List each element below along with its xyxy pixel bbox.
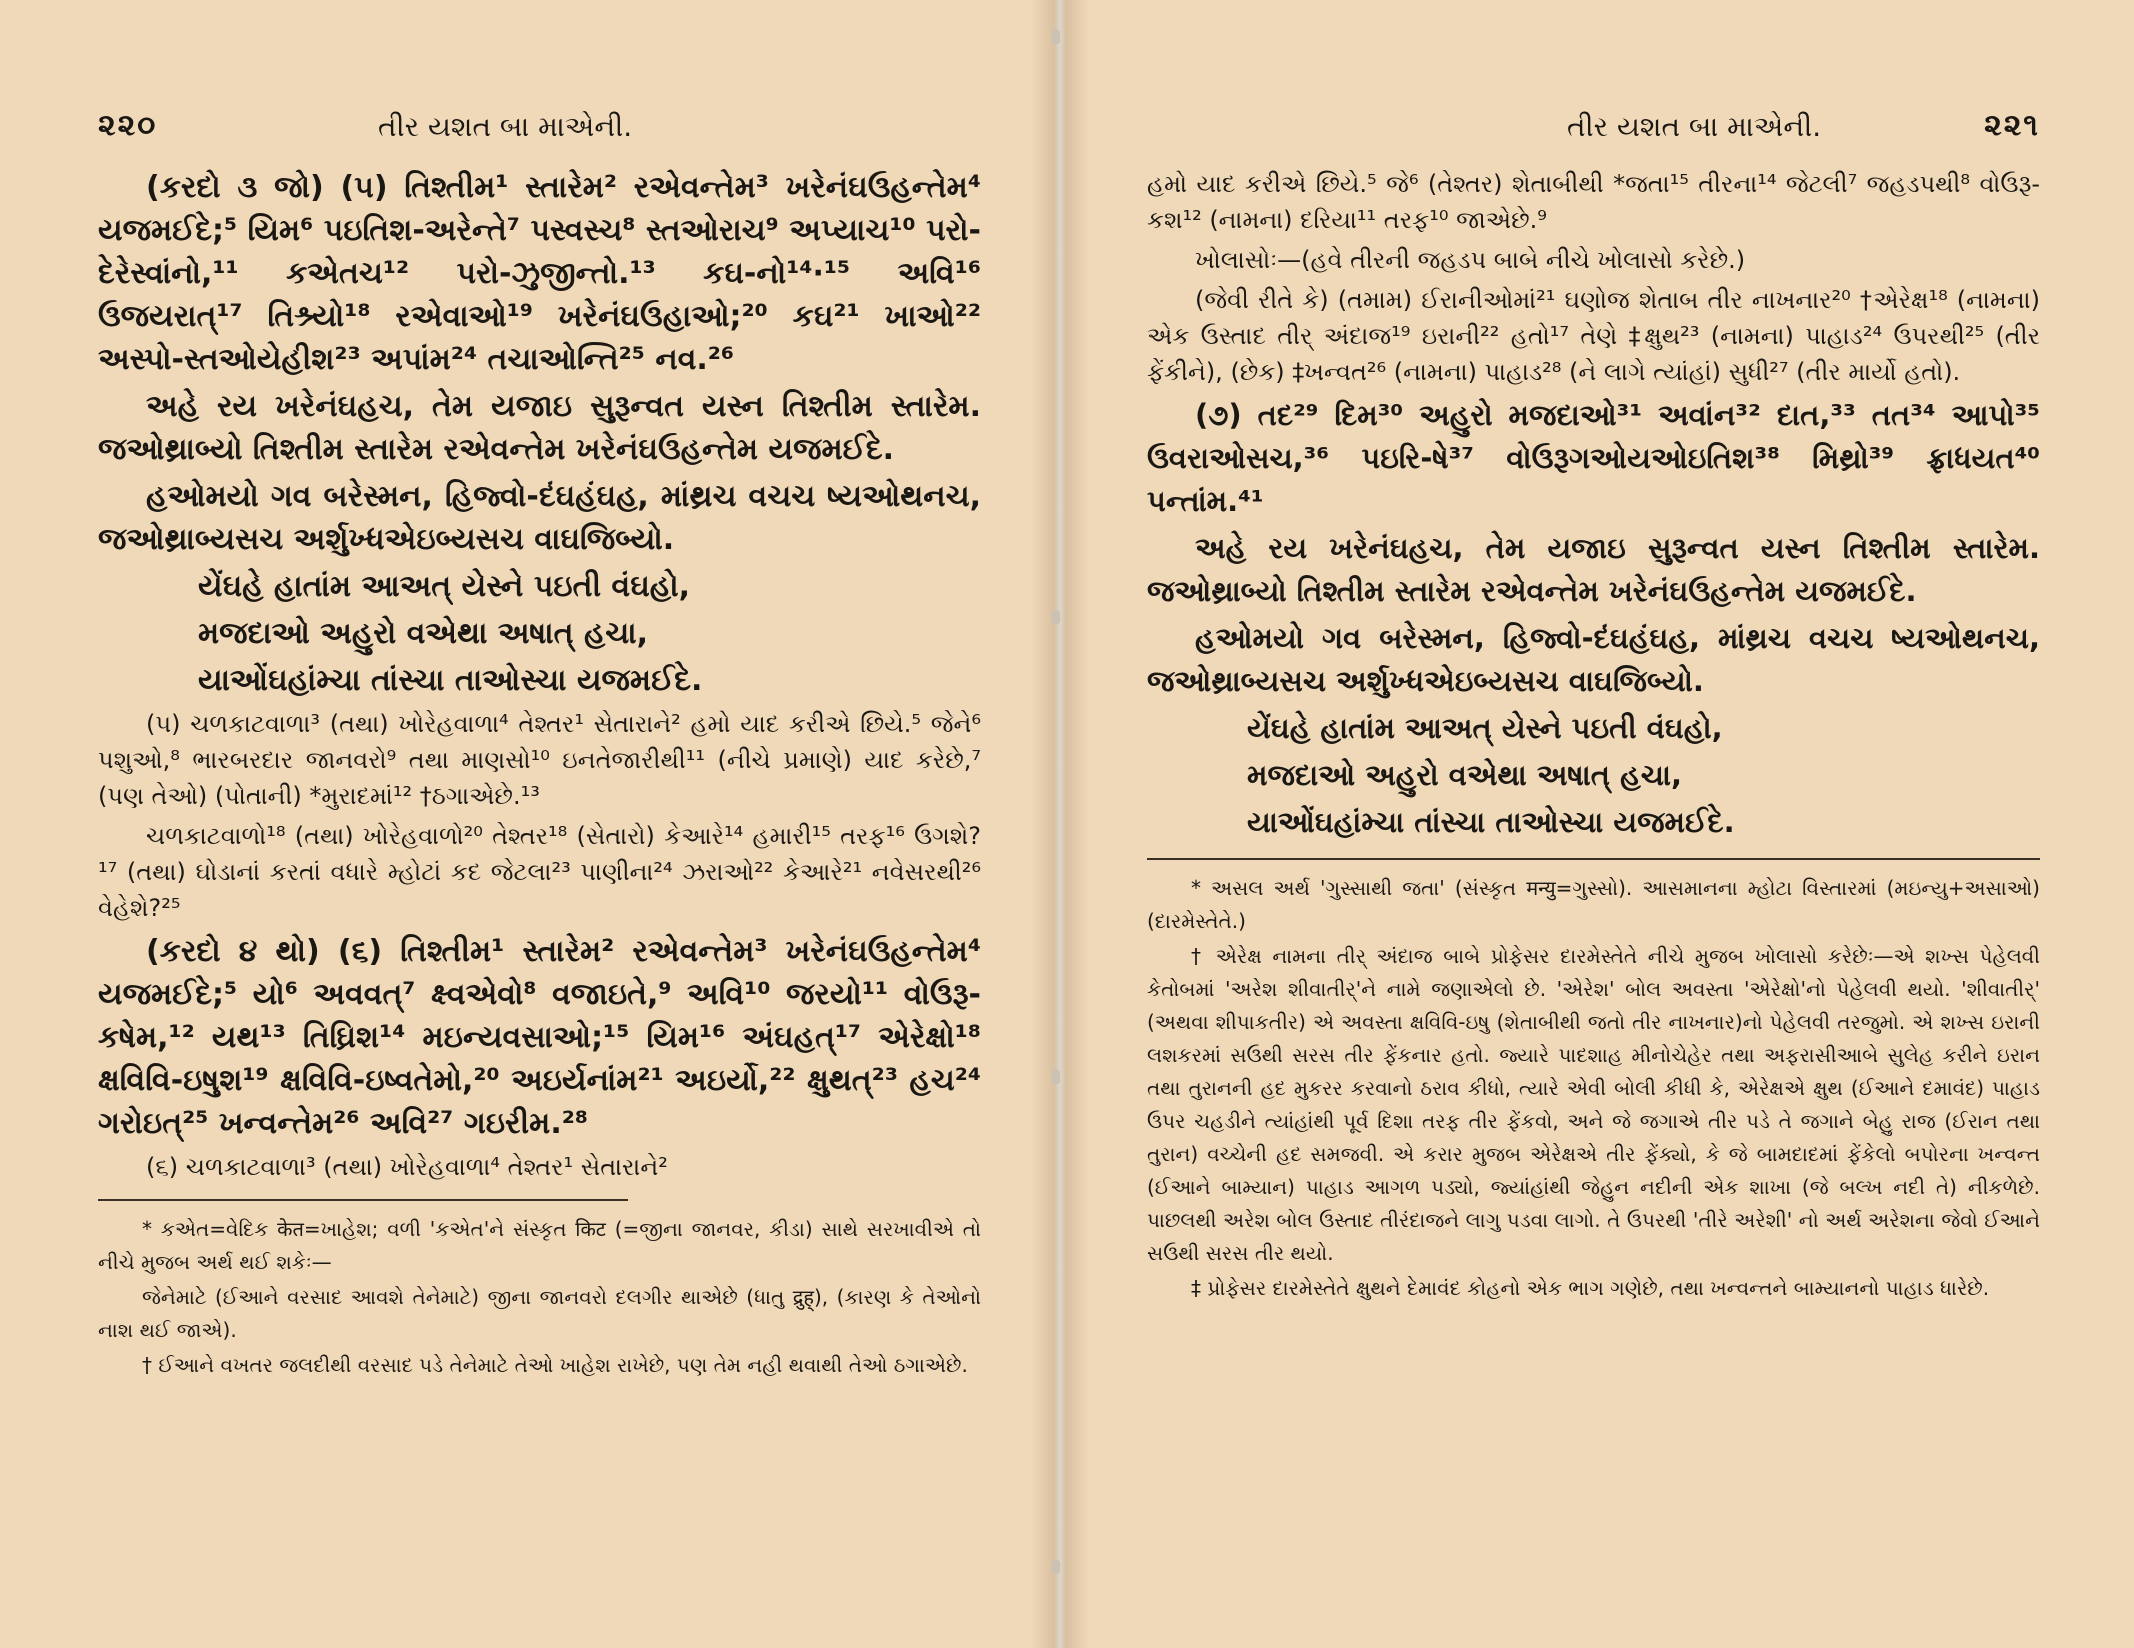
footnote: જેનેમાટે (ઈઆને વરસાદ આવશે તેનેમાટે) જીના જાનવરો દલગીર થાએછે (ધાતુ द्रुह्), (કારણ કે તેઓનો નાશ થઈ જાએ). <box>98 1285 981 1342</box>
left-page-number: ૨૨૦ <box>98 108 158 143</box>
paragraph: (૬) ચળકાટવાળા³ (તથા) ખોરેહવાળા⁴ તેશ્તર¹ સેતારાને² <box>146 1153 668 1181</box>
footnote: * કએત=વેદિક केत=ખાહેશ; વળી 'કએત'ને સંસ્કૃત किट (=જીના જાનવર, કીડા) સાથે સરખાવીએ તો નીચે મુજબ અર્થ થઈ શકેઃ— <box>98 1217 981 1274</box>
binding-hole <box>1052 30 1060 44</box>
paragraph: યેંઘહે હાતાંમ આઅત્ યેસ્ને પઇતી વંઘહો, <box>1247 711 1723 745</box>
paragraph: હઓમયો ગવ બરેસ્મન, હિજ્વો-દંઘહંઘહ, માંથ્રચ વચચ ષ્યઓથનચ, જઓથ્રાબ્યસચ અર્શુખ્ધએઇબ્યસચ વાઘજિબ્યો. <box>1147 621 2040 698</box>
paragraph: ચળકાટવાળો¹⁸ (તથા) ખોરેહવાળો²⁰ તેશ્તર¹⁸ (સેતારો) કેઆરે¹⁴ હમારી¹⁵ તરફ¹⁶ ઉગશે?¹⁷ (તથા) ઘોડાનાં કરતાં વધારે મ્હોટાં કદ જેટલા²³ પાણીના²⁴ ઝરાઓ²² કેઆરે²¹ નવેસરથી²⁶ વેહેશે?²⁵ <box>98 822 981 922</box>
book-gutter <box>1030 0 1090 1648</box>
paragraph: યેંઘહે હાતાંમ આઅત્ યેસ્ને પઇતી વંઘહો, <box>198 569 691 604</box>
right-footnotes <box>1147 872 2040 1305</box>
paragraph: મજદાઓ અહુરો વએથા અષાત્ હચા, <box>198 616 649 651</box>
right-footnote-rule <box>1147 858 2040 860</box>
right-running-head <box>1147 108 2040 148</box>
left-running-title: તીર યશત બા માએની. <box>378 110 633 143</box>
footnote: * અસલ અર્થ 'ગુસ્સાથી જતા' (સંસ્કૃત मन्यु=ગુસ્સો). આસમાનના મ્હોટા વિસ્તારમાં (મઇન્યુ+અસાઓ) (દારમેસ્તેતે.) <box>1147 876 2040 933</box>
paragraph: અહે રય ખરેનંઘહચ, તેમ યજાઇ સુરૂન્વત યસ્ન તિશ્તીમ સ્તારેમ. જઓથ્રાબ્યો તિશ્તીમ સ્તારેમ રએવન્તેમ ખરેનંઘઉહન્તેમ યજમઈદે. <box>1147 531 2040 608</box>
footnote: † ઈઆને વખતર જલદીથી વરસાદ પડે તેનેમાટે તેઓ ખાહેશ રાખેછે, પણ તેમ નહી થવાથી તેઓ ઠગાએછે. <box>142 1353 968 1377</box>
paragraph: ખોલાસોઃ—(હવે તીરની જહડપ બાબે નીચે ખોલાસો કરેછે.) <box>1195 246 1746 274</box>
right-running-title: તીર યશત બા માએની. <box>1567 110 1822 143</box>
left-running-head <box>98 108 981 148</box>
paragraph: (કરદો ૩ જો) (૫) તિશ્તીમ¹ સ્તારેમ² રએવન્તેમ³ ખરેનંઘઉહન્તેમ⁴ યજમઈદે;⁵ યિમ⁶ પઇતિશ-અરેન્તે⁷ પસ્વસ્ચ⁸ સ્તઓરાચ⁹ અપ્યાચ¹⁰ પરો-દેરેસ્વાંનો,¹¹ કએતચ¹² પરો-ઝુજીન્તો.¹³ કઘ-નો¹⁴·¹⁵ અવિ¹⁶ ઉજયરાત્¹⁷ તિશ્ર્યો¹⁸ રએવાઓ¹⁹ ખરેનંઘઉહાઓ;²⁰ કઘ²¹ ખાઓ²² અસ્પો-સ્તઓયેહીશ²³ અપાંમ²⁴ તચાઓન્તિ²⁵ નવ.²⁶ <box>98 170 981 377</box>
paragraph: મજદાઓ અહુરો વએથા અષાત્ હચા, <box>1247 758 1683 792</box>
left-main-text <box>98 166 981 1185</box>
left-page <box>0 0 1055 1648</box>
paragraph: (જેવી રીતે કે) (તમામ) ઈરાનીઓમાં²¹ ઘણોજ શેતાબ તીર નાખનાર²⁰ †એરેક્ષ¹⁸ (નામના) એક ઉસ્તાદ તીર્ અંદાજ¹⁹ ઇરાની²² હતો¹⁷ તેણે ‡ક્ષુથ²³ (નામના) પાહાડ²⁴ ઉપરથી²⁵ (તીર ફેંકીને), (છેક) ‡ખન્વત²⁶ (નામના) પાહાડ²⁸ (ને લાગે ત્યાંહાં) સુધી²⁷ (તીર માર્યો હતો). <box>1147 286 2040 386</box>
paragraph: હઓમયો ગવ બરેસ્મન, હિજ્વો-દંઘહંઘહ, માંથ્રચ વચચ ષ્યઓથનચ, જઓથ્રાબ્યસચ અર્શુખ્ધએઇબ્યસચ વાઘજિબ્યો. <box>98 479 981 557</box>
left-footnotes <box>98 1213 981 1382</box>
paragraph: (કરદો ૪ થો) (૬) તિશ્તીમ¹ સ્તારેમ² રએવન્તેમ³ ખરેનંઘઉહન્તેમ⁴ યજમઈદે;⁵ યો⁶ અવવત્⁷ ક્ષ્વએવો⁸ વજાઇતે,⁹ અવિ¹⁰ જરયો¹¹ વોઉરૂ-કષેમ,¹² યથ¹³ તિઘ્રિશ¹⁴ મઇન્યવસાઓ;¹⁵ યિમ¹⁶ અંઘહત્¹⁷ એરેક્ષો¹⁸ ક્ષવિવિ-ઇષુશ¹⁹ ક્ષવિવિ-ઇષ્વતેમો,²⁰ અઇર્યનાંમ²¹ અઇર્યો,²² ક્ષુથત્²³ હચ²⁴ ગરોઇત્²⁵ ખન્વન્તેમ²⁶ અવિ²⁷ ગઇરીમ.²⁸ <box>98 934 981 1141</box>
left-footnote-rule <box>98 1199 628 1201</box>
footnote: † એરેક્ષ નામના તીર્ અંદાજ બાબે પ્રોફેસર દારમેસ્તેતે નીચે મુજબ ખોલાસો કરેછેઃ—એ શખ્સ પેહેલવી કેતોબમાં 'અરેશ શીવાતીર્'ને નામે જણાએલો છે. 'એરેશ' બોલ અવસ્તા 'એરેક્ષો'નો પેહેલવી થયો. 'શીવાતીર્' (અથવા શીપાકતીર) એ અવસ્તા ક્ષવિવિ-ઇષુ (શેતાબીથી જતો તીર નાખનાર)નો પેહેલવી તરજુમો. એ શખ્સ ઇરાની લશકરમાં સઉથી સરસ તીર ફેંકનાર હતો. જ્યારે પાદશાહ મીનોચેહેર તથા અફરાસીઆબે સુલેહ કરીને ઇરાન તથા તુરાનની હદ મુકરર કરવાનો ઠરાવ કીધો, ત્યારે એવી બોલી કીધી કે, એરેક્ષએ ક્ષુથ (ઈઆને દમાવંદ) પાહાડ ઉપર ચહડીને ત્યાંહાંથી પૂર્વ દિશા તરફ તીર ફેંકવો, અને જે જગાએ તીર પડે તે જગાને બેહુ રાજ (ઈરાન તથા તુરાન) વચ્ચેની હદ સમજવી. એ કરાર મુજબ એરેક્ષએ તીર ફેંક્યો, કે જે બામદાદમાં ફેંકેલો બપોરના ખન્વન્ત (ઈઆને બામ્યાન) પાહાડ આગળ પડ્યો, જ્યાંહાંથી જેહુન નદીની એક શાખા (જે બલ્ખ નદી તે) નીકળેછે. પાછલથી અરેશ બોલ ઉસ્તાદ તીરંદાજને લાગુ પડવા લાગો. તે ઉપરથી 'તીરે અરેશી' નો અર્થ અરેશના જેવો ઈઆને સઉથી સરસ તીર થયો. <box>1147 944 2040 1265</box>
binding-hole <box>1052 1070 1060 1084</box>
paragraph: યાઓંઘહાંમ્ચા તાંસ્ચા તાઓસ્ચા યજમઈદે. <box>1247 805 1735 839</box>
right-main-text <box>1147 166 2040 844</box>
paragraph: હમો યાદ કરીએ છિયે.⁵ જે⁶ (તેશ્તર) શેતાબીથી *જતા¹⁵ તીરના¹⁴ જેટલી⁷ જહડપથી⁸ વોઉરૂ-કશ¹² (નામના) દરિયા¹¹ તરફ¹⁰ જાએછે.⁹ <box>1147 170 2040 234</box>
right-page-number: ૨૨૧ <box>1984 108 2040 143</box>
binding-hole <box>1052 1560 1060 1574</box>
paragraph: (૭) તદ²⁹ દિમ³⁰ અહુરો મજદાઓ³¹ અવાંન³² દાત,³³ તત³⁴ આપો³⁵ ઉવરાઓસચ,³⁶ પઇરિ-ષે³⁷ વોઉરૂગઓયઓઇતિશ³⁸ મિથ્રો³⁹ ફ્રાધયત⁴⁰ પન્તાંમ.⁴¹ <box>1147 398 2040 518</box>
binding-hole <box>1052 610 1060 624</box>
paragraph: યાઓંઘહાંમ્ચા તાંસ્ચા તાઓસ્ચા યજમઈદે. <box>198 663 703 698</box>
paragraph: અહે રય ખરેનંઘહચ, તેમ યજાઇ સુરૂન્વત યસ્ન તિશ્તીમ સ્તારેમ. જઓથ્રાબ્યો તિશ્તીમ સ્તારેમ રએવન્તેમ ખરેનંઘઉહન્તેમ યજમઈદે. <box>98 389 981 467</box>
right-page <box>1055 0 2134 1648</box>
footnote: ‡ પ્રોફેસર દારમેસ્તેતે ક્ષુથને દેમાવંદ કોહનો એક ભાગ ગણેછે, તથા ખન્વન્તને બામ્યાનનો પાહાડ ધારેછે. <box>1191 1276 1990 1300</box>
paragraph: (૫) ચળકાટવાળા³ (તથા) ખોરેહવાળા⁴ તેશ્તર¹ સેતારાને² હમો યાદ કરીએ છિયે.⁵ જેને⁶ પશુઓ,⁸ ભારબરદાર જાનવરો⁹ તથા માણસો¹⁰ ઇનતેજારીથી¹¹ (નીચે પ્રમાણે) યાદ કરેછે,⁷ (પણ તેઓ) (પોતાની) *મુરાદમાં¹² †ઠગાએછે.¹³ <box>98 710 981 810</box>
